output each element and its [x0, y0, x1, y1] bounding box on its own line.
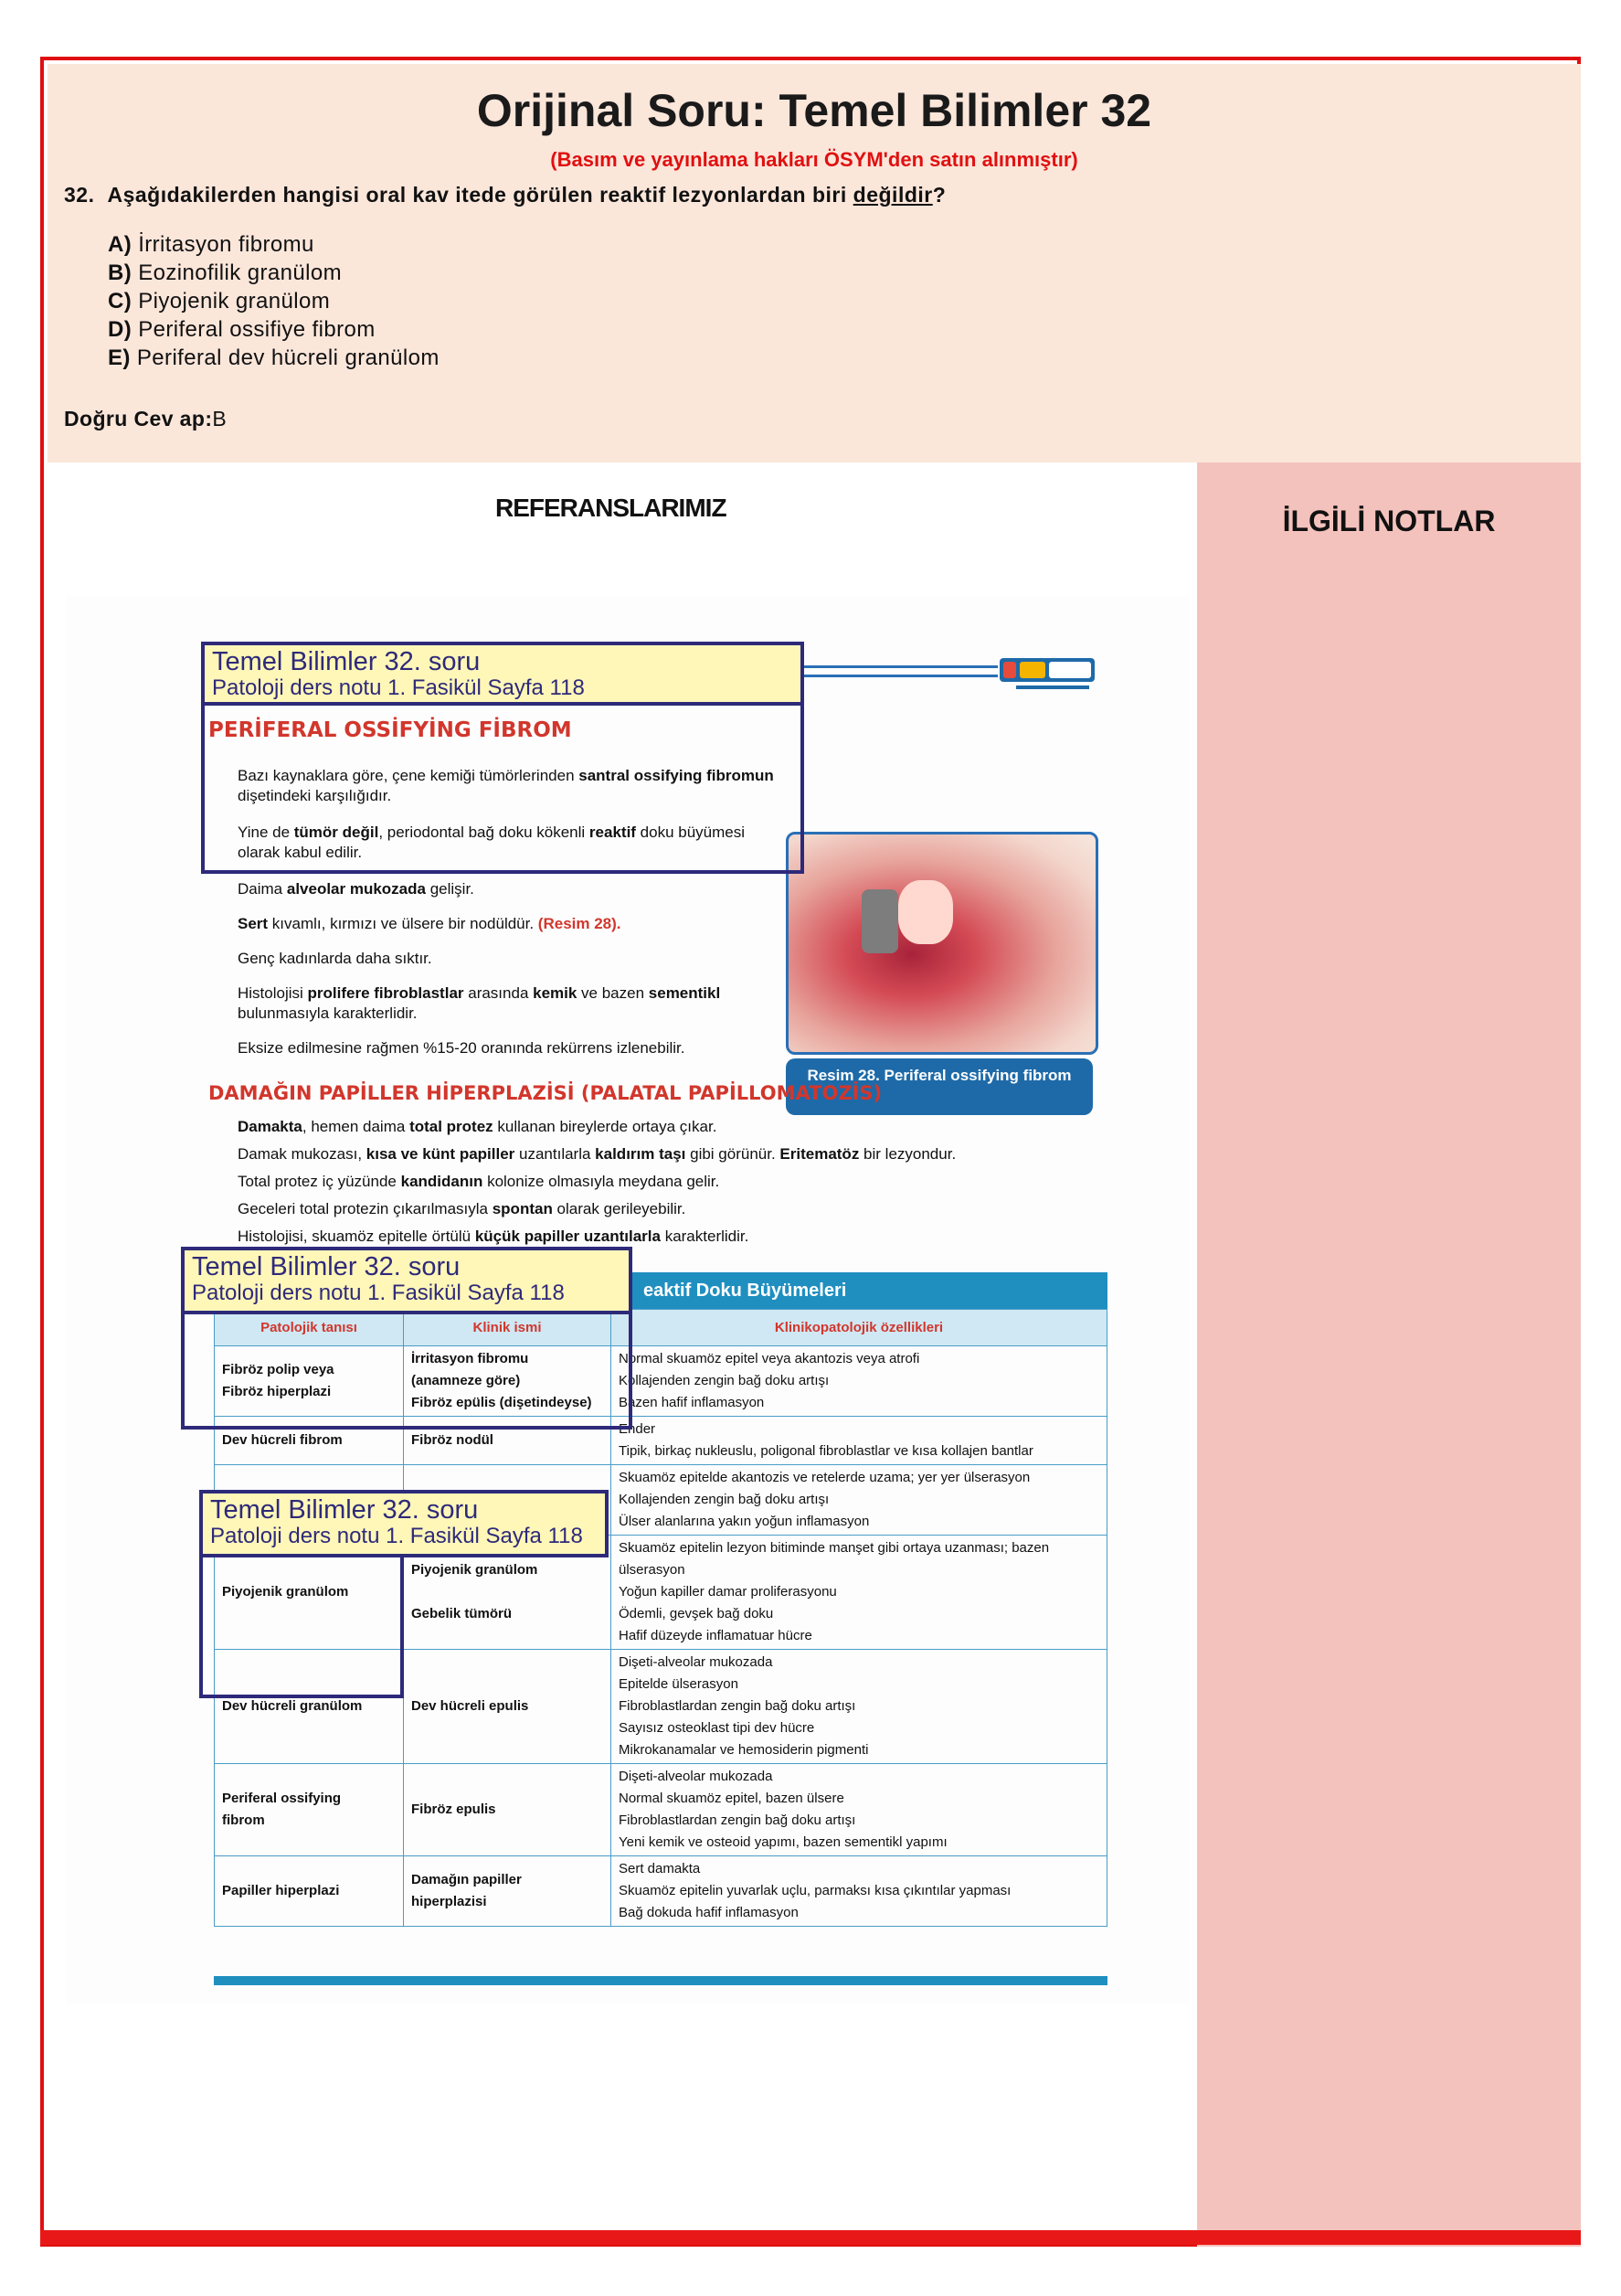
table-cell: Piyojenik granülom	[215, 1536, 404, 1650]
table-title: eaktif Doku Büyümeleri	[643, 1281, 847, 1301]
table-cell: Piyojenik granülom Gebelik tümörü	[404, 1536, 611, 1650]
table-cell: Ender Tipik, birkaç nukleuslu, poligonal fibroblastlar ve kısa kollajen bantlar	[611, 1417, 1107, 1465]
table-cell: İrritasyon fibromu (anamneze göre) Fibröz epülis (dişetindeyse)	[404, 1346, 611, 1417]
copyright-note: (Basım ve yayınlama hakları ÖSYM'den satın alınmıştır)	[550, 148, 1078, 171]
option-letter: E)	[108, 345, 131, 370]
text-paragraph: Eksize edilmesine rağmen %15-20 oranında rekürrens izlenebilir.	[238, 1039, 685, 1057]
highlight-box-section1	[201, 700, 804, 874]
highlight-source: Patoloji ders notu 1. Fasikül Sayfa 118	[212, 675, 585, 700]
option-text: Periferal dev hücreli granülom	[136, 345, 440, 370]
option-letter: B)	[108, 260, 132, 285]
highlight-label	[201, 642, 804, 706]
text-paragraph: Yine de tümör değil, periodontal bağ doku kökenli reaktif doku büyümesi olarak kabul edilir.	[238, 824, 746, 861]
option-text: Periferal ossifiye fibrom	[138, 317, 376, 342]
highlight-title: Temel Bilimler 32. soru	[192, 1252, 461, 1281]
highlight-title: Temel Bilimler 32. soru	[210, 1495, 479, 1525]
option-letter: A)	[108, 232, 132, 257]
highlight-box-pyogenic-row	[199, 1552, 404, 1698]
highlight-box-fibroma-row	[181, 1311, 632, 1430]
question-text	[64, 183, 946, 207]
table-cell: Papiller hiperplazi	[215, 1856, 404, 1927]
text-paragraph: Daima alveolar mukozada gelişir.	[238, 880, 474, 898]
text-paragraph: Bazı kaynaklara göre, çene kemiği tümörlerinden santral ossifying fibromun dişetindeki karşılığıdır.	[238, 767, 774, 804]
question-panel	[48, 64, 1581, 462]
table-header: Patolojik tanısı	[215, 1310, 404, 1346]
publisher-logo	[998, 653, 1104, 695]
option-e	[108, 344, 440, 372]
table-cell: Sert damakta Skuamöz epitelin yuvarlak uçlu, parmaksı kısa çıkıntılar yapması Bağ dokuda hafif inflamasyon	[611, 1856, 1107, 1927]
option-text: İrritasyon fibromu	[138, 232, 314, 257]
question-mark: ?	[932, 183, 947, 207]
option-text: Eozinofilik granülom	[138, 260, 342, 285]
section-title-papillary-hyperplasia: DAMAĞIN PAPİLLER HİPERPLAZİSİ (PALATAL PAPİLLOMATOZİS)	[208, 1082, 883, 1104]
page-frame	[40, 57, 1581, 2247]
option-a	[108, 230, 440, 259]
divider	[779, 665, 998, 668]
table-row	[215, 1764, 1107, 1856]
text-paragraph: Total protez iç yüzünde kandidanın kolonize olmasıyla meydana gelir.	[238, 1173, 720, 1190]
table-cell: Fibröz nodül	[404, 1417, 611, 1465]
highlight-label	[199, 1490, 609, 1557]
text-paragraph: Histolojisi, skuamöz epitelle örtülü küçük papiller uzantılarla karakterlidir.	[238, 1228, 749, 1245]
highlight-title: Temel Bilimler 32. soru	[212, 647, 481, 676]
option-c	[108, 287, 440, 315]
reference-page-image	[66, 596, 1190, 2004]
table-cell: Fibröz epulis	[404, 1764, 611, 1856]
table-cell: Skuamöz epitelde akantozis ve retelerde uzama; yer yer ülserasyon Kollajenden zengin bağ doku artışı Ülser alanlarına yakın yoğun inflamasyon	[611, 1465, 1107, 1536]
table-cell: Dev hücreli granülom	[215, 1650, 404, 1764]
question-negation: değildir	[853, 183, 933, 207]
section-title-peripheral-ossifying-fibroma: PERİFERAL OSSİFYİNG FİBROM	[208, 718, 572, 742]
text-paragraph: Histolojisi prolifere fibroblastlar arasında kemik ve bazen sementikl bulunmasıyla karakterlidir.	[238, 984, 721, 1022]
clinical-photo	[786, 832, 1098, 1055]
table-cell: Fibröz polip veya Fibröz hiperplazi	[215, 1346, 404, 1417]
bottom-bar	[40, 2230, 1581, 2245]
text-paragraph: Sert kıvamlı, kırmızı ve ülsere bir nodüldür. (Resim 28).	[238, 915, 621, 932]
question-number: 32.	[64, 183, 95, 207]
answer-options	[108, 230, 440, 372]
option-text: Piyojenik granülom	[138, 289, 331, 314]
page-title: Orijinal Soru: Temel Bilimler 32	[476, 85, 1152, 136]
table-cell: Normal skuamöz epitel veya akantozis veya atrofi Kollajenden zengin bağ doku artışı Bazen hafif inflamasyon	[611, 1346, 1107, 1417]
table-cell: Periferal ossifying fibrom	[215, 1764, 404, 1856]
text-paragraph: Geceleri total protezin çıkarılmasıyla spontan olarak gerileyebilir.	[238, 1200, 686, 1217]
table-cell: Skuamöz epitelin lezyon bitiminde manşet gibi ortaya uzanması; bazen ülserasyon Yoğun kapiller damar proliferasyonu Ödemli, gevşek bağ doku Hafif düzeyde inflamatuar hücre	[611, 1536, 1107, 1650]
divider	[779, 675, 998, 677]
table-header: Klinik ismi	[404, 1310, 611, 1346]
notes-heading: İLGİLİ NOTLAR	[1282, 505, 1496, 537]
answer-value: B	[212, 407, 228, 430]
text-paragraph: Damakta, hemen daima total protez kullanan bireylerde ortaya çıkar.	[238, 1118, 717, 1135]
table-cell: Dişeti-alveolar mukozada Epitelde ülserasyon Fibroblastlardan zengin bağ doku artışı Sayısız osteoklast tipi dev hücre Mikrokanamalar ve hemosiderin pigmenti	[611, 1650, 1107, 1764]
highlight-source: Patoloji ders notu 1. Fasikül Sayfa 118	[210, 1524, 583, 1548]
text-paragraph: Genç kadınlarda daha sıktır.	[238, 950, 432, 967]
question-stem: Aşağıdakilerden hangisi oral kav itede görülen reaktif lezyonlardan biri	[107, 183, 853, 207]
highlight-label	[181, 1247, 632, 1314]
table-footer-bar	[214, 1976, 1107, 1985]
table-cell: Dişeti-alveolar mukozada Normal skuamöz epitel, bazen ülsere Fibroblastlardan zengin bağ doku artışı Yeni kemik ve osteoid yapımı, bazen sementikl yapımı	[611, 1764, 1107, 1856]
answer-label: Doğru Cev ap:	[64, 407, 213, 430]
option-letter: C)	[108, 289, 132, 314]
photo-caption: Resim 28. Periferal ossifying fibrom	[786, 1058, 1093, 1115]
references-heading: REFERANSLARIMIZ	[495, 494, 726, 522]
option-letter: D)	[108, 317, 132, 342]
notes-panel	[1197, 462, 1581, 2247]
highlight-source: Patoloji ders notu 1. Fasikül Sayfa 118	[192, 1281, 565, 1305]
table-row	[215, 1856, 1107, 1927]
option-d	[108, 315, 440, 344]
correct-answer	[64, 407, 227, 431]
text-paragraph: Damak mukozası, kısa ve künt papiller uzantılarla kaldırım taşı gibi görünür. Eritematöz bir lezyondur.	[238, 1145, 957, 1163]
table-cell: Damağın papiller hiperplazisi	[404, 1856, 611, 1927]
table-header: Klinikopatolojik özellikleri	[611, 1310, 1107, 1346]
table-cell: Dev hücreli fibrom	[215, 1417, 404, 1465]
option-b	[108, 259, 440, 287]
table-cell: Dev hücreli epulis	[404, 1650, 611, 1764]
